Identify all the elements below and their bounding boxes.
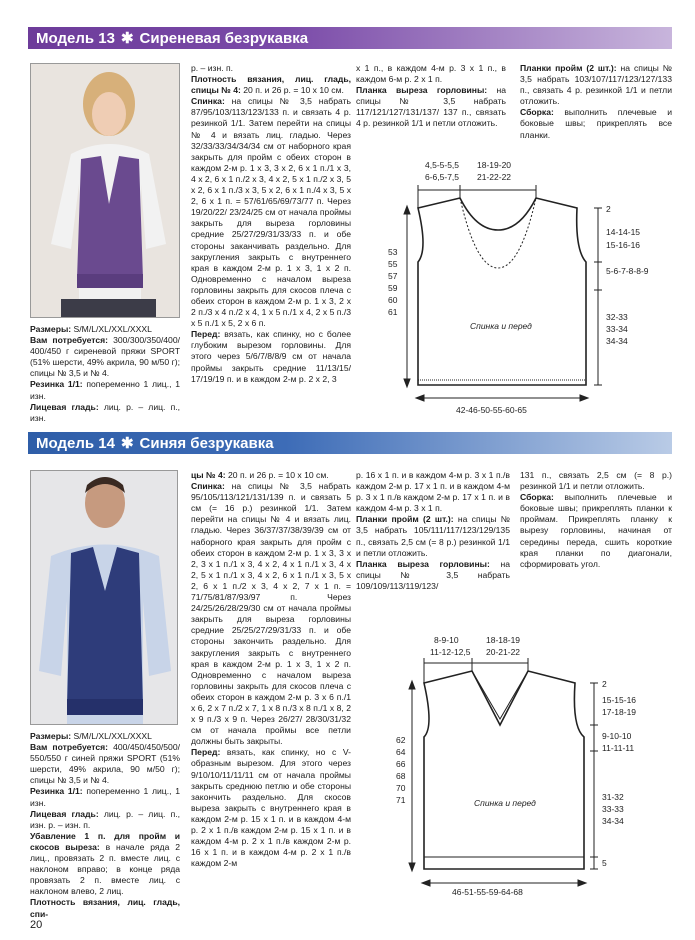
model14-title-banner xyxy=(28,432,672,454)
text-paragraph: Спинка: на спицы № 3,5 набрать 95/105/113/121/131/139 п. и связать 5 см (= 16 р.) резинкой 1/1. Затем перейти на спицы № 4 и вязать лиц. гладью. Через 36/37/37/38/39/39 см от наборного края закрыть для пройм с обеих сторон в каждом 2-м р. 1 х 3, 3 х 2, 3 х 1 п./1 х 3, 4 х 2, 4 х 1 п./1 х 3, 4 х 2, 5 х 1 п./1 х 3, 4 х 2, 6 х 1 п./1 х 3, 5 х 2, 6 х 1 п./2 х 3, 4 х 2, 7 х 1 п. = 71/75/81/87/93/97 п. Через 24/25/26/28/29/30 см от начала проймы закрыть для выреза горловины средние 25/25/27/29/31/33 п. и обе стороны закончить раздельно. Для закругления закрыть с внутреннего края в каждом 2-м р. 1 х 3, 1 х 2 п. Одновременно с началом выреза горловины закрыть для скосов плеча с обеих сторон в каждом 2-м р. 3 х 6 п./1 х 6, 2 х 7 п./2 х 7, 1 х 8 п./3 х 8 п./1 х 8, 2 х 9 п./3 х 9 п. Через 26/27/ 28/30/31/32 см от начала проймы все петли должны быть закрыты. xyxy=(191,481,351,747)
dim-label: 21-22-22 xyxy=(477,172,512,182)
dim-label: 4,5-5-5,5 xyxy=(425,160,460,170)
dim-label: 71 xyxy=(396,795,406,805)
star-icon: ✱ xyxy=(120,435,134,452)
text-paragraph: Размеры: S/M/L/XL/XXL/XXXL xyxy=(30,731,152,741)
text-paragraph: Планки пройм (2 шт.): на спицы № 3,5 набрать 103/107/117/123/127/133 п., связать 4 р. резинкой 1/1 и петли отложить. xyxy=(520,63,672,107)
dim-label: 33-33 xyxy=(602,804,624,814)
model13-photo xyxy=(30,63,180,318)
dim-label: 5-6-7-8-8-9 xyxy=(606,266,649,276)
model14-title-name: Синяя безрукавка xyxy=(139,435,274,452)
dim-label: 61 xyxy=(388,307,398,317)
text-paragraph: Перед: вязать, как спинку, но с более глубоким вырезом горловины. Для этого через 5/6/7/8/8/9 см от начала проймы закрыть средние 11/13/15/ 17/19/19 п. и в каждом 2-м р. 2 х 2, 3 xyxy=(191,329,351,384)
model13-title-number: Модель 13 xyxy=(36,30,115,47)
dim-label: 68 xyxy=(396,771,406,781)
dim-label: 8-9-10 xyxy=(434,635,459,645)
dim-label: 2 xyxy=(602,679,607,689)
text-paragraph: Перед: вязать, как спинку, но с V-образным вырезом. Для этого через 9/10/10/11/11/11 см от начала проймы закрыть среднюю петлю и обе стороны закончить раздельно. Для скосов выреза закрыть с внутреннего края в каждом 2-м р. 15 х 1 п. и в каждом 4-м р. 2 х 1 п./в каждом 2-м р. 15 х 1 п. и в каждом 4-м р. 2 х 1 п./в каждом 2-м р. 16 х 1 п. и в каждом 4-м р. 2 х 1 п./в каждом 2-м xyxy=(191,747,351,869)
dim-label: 9-10-10 xyxy=(602,731,632,741)
model13-title-name: Сиреневая безрукавка xyxy=(139,30,309,47)
dim-label: 5 xyxy=(602,858,607,868)
diagram-center-label: Спинка и перед xyxy=(474,798,536,808)
model13-title-banner xyxy=(28,27,672,49)
dim-label: 20-21-22 xyxy=(486,647,521,657)
model14-col2 xyxy=(191,470,351,869)
dim-label: 59 xyxy=(388,283,398,293)
model14-photo xyxy=(30,470,178,725)
model14-col3 xyxy=(356,470,510,592)
text-paragraph: Размеры: S/M/L/XL/XXL/XXXL xyxy=(30,324,152,334)
text-paragraph: 131 п., связать 2,5 см (= 8 р.) резинкой 1/1 и петли отложить. xyxy=(520,470,672,492)
dim-label: 53 xyxy=(388,247,398,257)
dim-label: 66 xyxy=(396,759,406,769)
dim-label: 17-18-19 xyxy=(602,707,637,717)
dim-label: 64 xyxy=(396,747,406,757)
diagram-center-label: Спинка и перед xyxy=(470,321,532,331)
text-paragraph: Лицевая гладь: лиц. р. – лиц. п., изн. xyxy=(30,401,180,423)
text-paragraph: р. – изн. п. xyxy=(191,63,234,73)
dim-label: 62 xyxy=(396,735,406,745)
model14-title-number: Модель 14 xyxy=(36,435,115,452)
dim-label: 70 xyxy=(396,783,406,793)
text-paragraph: х 1 п., в каждом 4-м р. 3 х 1 п., в каждом 6-м р. 2 х 1 п. xyxy=(356,63,506,85)
text-paragraph: Вам потребуется: 400/450/450/500/ 550/550 г синей пряжи SPORT (51% шерсти, 49% акрила, 90 м/50 г); спицы № 3,5 и № 4. xyxy=(30,742,180,786)
text-paragraph: Планка выреза горловины: на спицы № 3,5 набрать 117/121/127/131/137/ 137 п., связать 4 р. резинкой 1/1 и петли отложить. xyxy=(356,85,506,129)
dim-label: 11-11-11 xyxy=(602,743,635,753)
dim-label: 55 xyxy=(388,259,398,269)
dim-label: 33-34 xyxy=(606,324,628,334)
text-paragraph: р. 16 х 1 п. и в каждом 4-м р. 3 х 1 п./в каждом 2-м р. 17 х 1 п. и в каждом 4-м р. 3 х 1 п./в каждом 2-м р. 17 х 1 п. и в каждом 4-м р. 3 х 1 п. xyxy=(356,470,510,514)
text-paragraph: Сборка: выполнить плечевые и боковые швы; прикреплять планки к проймам. Прикреплять планку к вырезу горловины, начиная от середины переда, сшить короткие края планки по диагонали, сформировать угол. xyxy=(520,492,672,569)
model14-col1 xyxy=(30,731,180,920)
dim-label: 34-34 xyxy=(606,336,628,346)
dim-label: 18-19-20 xyxy=(477,160,512,170)
page-number: 20 xyxy=(30,919,43,931)
text-paragraph: цы № 4: 20 п. и 26 р. = 10 х 10 см. xyxy=(191,470,329,480)
dim-label: 2 xyxy=(606,204,611,214)
model14-col4 xyxy=(520,470,672,570)
text-paragraph: Плотность вязания, лиц. гладь, спицы № 4: 20 п. и 26 р. = 10 х 10 см. xyxy=(191,74,351,96)
text-paragraph: Вам потребуется: 300/300/350/400/ 400/450 г сиреневой пряжи SPORT (51% шерсти, 49% акрила, 90 м/50 г); спицы № 3,5 и № 4. xyxy=(30,335,180,379)
model13-col2 xyxy=(191,63,351,385)
text-paragraph: Резинка 1/1: попеременно 1 лиц., 1 изн. xyxy=(30,786,180,808)
dim-label: 15-16-16 xyxy=(606,240,641,250)
dim-label: 42-46-50-55-60-65 xyxy=(456,405,527,415)
text-paragraph: Сборка: выполнить плечевые и боковые швы; прикреплять все планки. xyxy=(520,107,672,140)
dim-label: 60 xyxy=(388,295,398,305)
dim-label: 6-6,5-7,5 xyxy=(425,172,460,182)
text-paragraph: Резинка 1/1: попеременно 1 лиц., 1 изн. xyxy=(30,379,180,401)
text-paragraph: Убавление 1 п. для пройм и скосов выреза: в начале ряда 2 лиц., провязать 2 п. вместе лиц. с наклоном вправо; в конце ряда провязать 2 п. вместе лиц. с наклоном влево, 2 лиц. xyxy=(30,830,180,897)
model13-col1 xyxy=(30,324,180,424)
text-paragraph: Плотность вязания, лиц. гладь, спи- xyxy=(30,897,180,919)
model13-col4 xyxy=(520,63,672,141)
model14-diagram xyxy=(370,625,680,900)
dim-label: 11-12-12,5 xyxy=(430,647,471,657)
dim-label: 32-33 xyxy=(606,312,628,322)
model13-diagram xyxy=(370,150,680,425)
text-paragraph: Лицевая гладь: лиц. р. – лиц. п., изн. р. – изн. п. xyxy=(30,808,180,830)
dim-label: 15-15-16 xyxy=(602,695,637,705)
text-paragraph: Планки пройм (2 шт.): на спицы № 3,5 набрать 105/111/117/123/129/135 п., связать 2,5 см (= 8 р.) резинкой 1/1 и петли отложить. xyxy=(356,514,510,558)
dim-label: 18-18-19 xyxy=(486,635,521,645)
text-paragraph: Планка выреза горловины: на спицы № 3,5 набрать 109/109/113/119/123/ xyxy=(356,558,510,591)
dim-label: 14-14-15 xyxy=(606,227,641,237)
star-icon: ✱ xyxy=(120,30,134,47)
dim-label: 57 xyxy=(388,271,398,281)
model13-col3 xyxy=(356,63,506,130)
dim-label: 31-32 xyxy=(602,792,624,802)
dim-label: 34-34 xyxy=(602,816,624,826)
text-paragraph: Спинка: на спицы № 3,5 набрать 87/95/103/113/123/133 п. и связать 4 р. резинкой 1/1. Затем перейти на спицы № 4 и вязать лиц. гладью. Через 32/33/33/34/34/34 см от наборного края закрыть для пройм с обеих сторон в каждом 2-м р. 1 х 3, 3 х 2, 6 х 1 п./1 х 3, 4 х 2, 6 х 1 п./2 х 3, 4 х 2, 5 х 1 п./2 х 3, 5 х 2, 6 х 1 п./3 х 3, 5 х 2, 6 х 1 п./4 х 3, 5 х 2, 6 х 1 п. = 57/61/65/69/73/77 п. Через 19/20/22/ 23/24/25 см от начала проймы закрыть для выреза горловины средние 25/27/29/31/33/33 п. и обе стороны заканчивать раздельно. Для закругления закрыть с внутреннего края в каждом 2-м р. 1 х 3, 1 х 2 п. Одновременно с началом выреза горловины закрыть для скосов плеча с обеих сторон в каждом 2-м р. 1 х 3, 2 х 2 п./3 х 4 п./2 х 4, 1 х 5 п./1 х 4, 2 х 5 п./3 х 5 п./1 х 5, 2 х 6 п. xyxy=(191,96,351,329)
dim-label: 46-51-55-59-64-68 xyxy=(452,887,523,897)
